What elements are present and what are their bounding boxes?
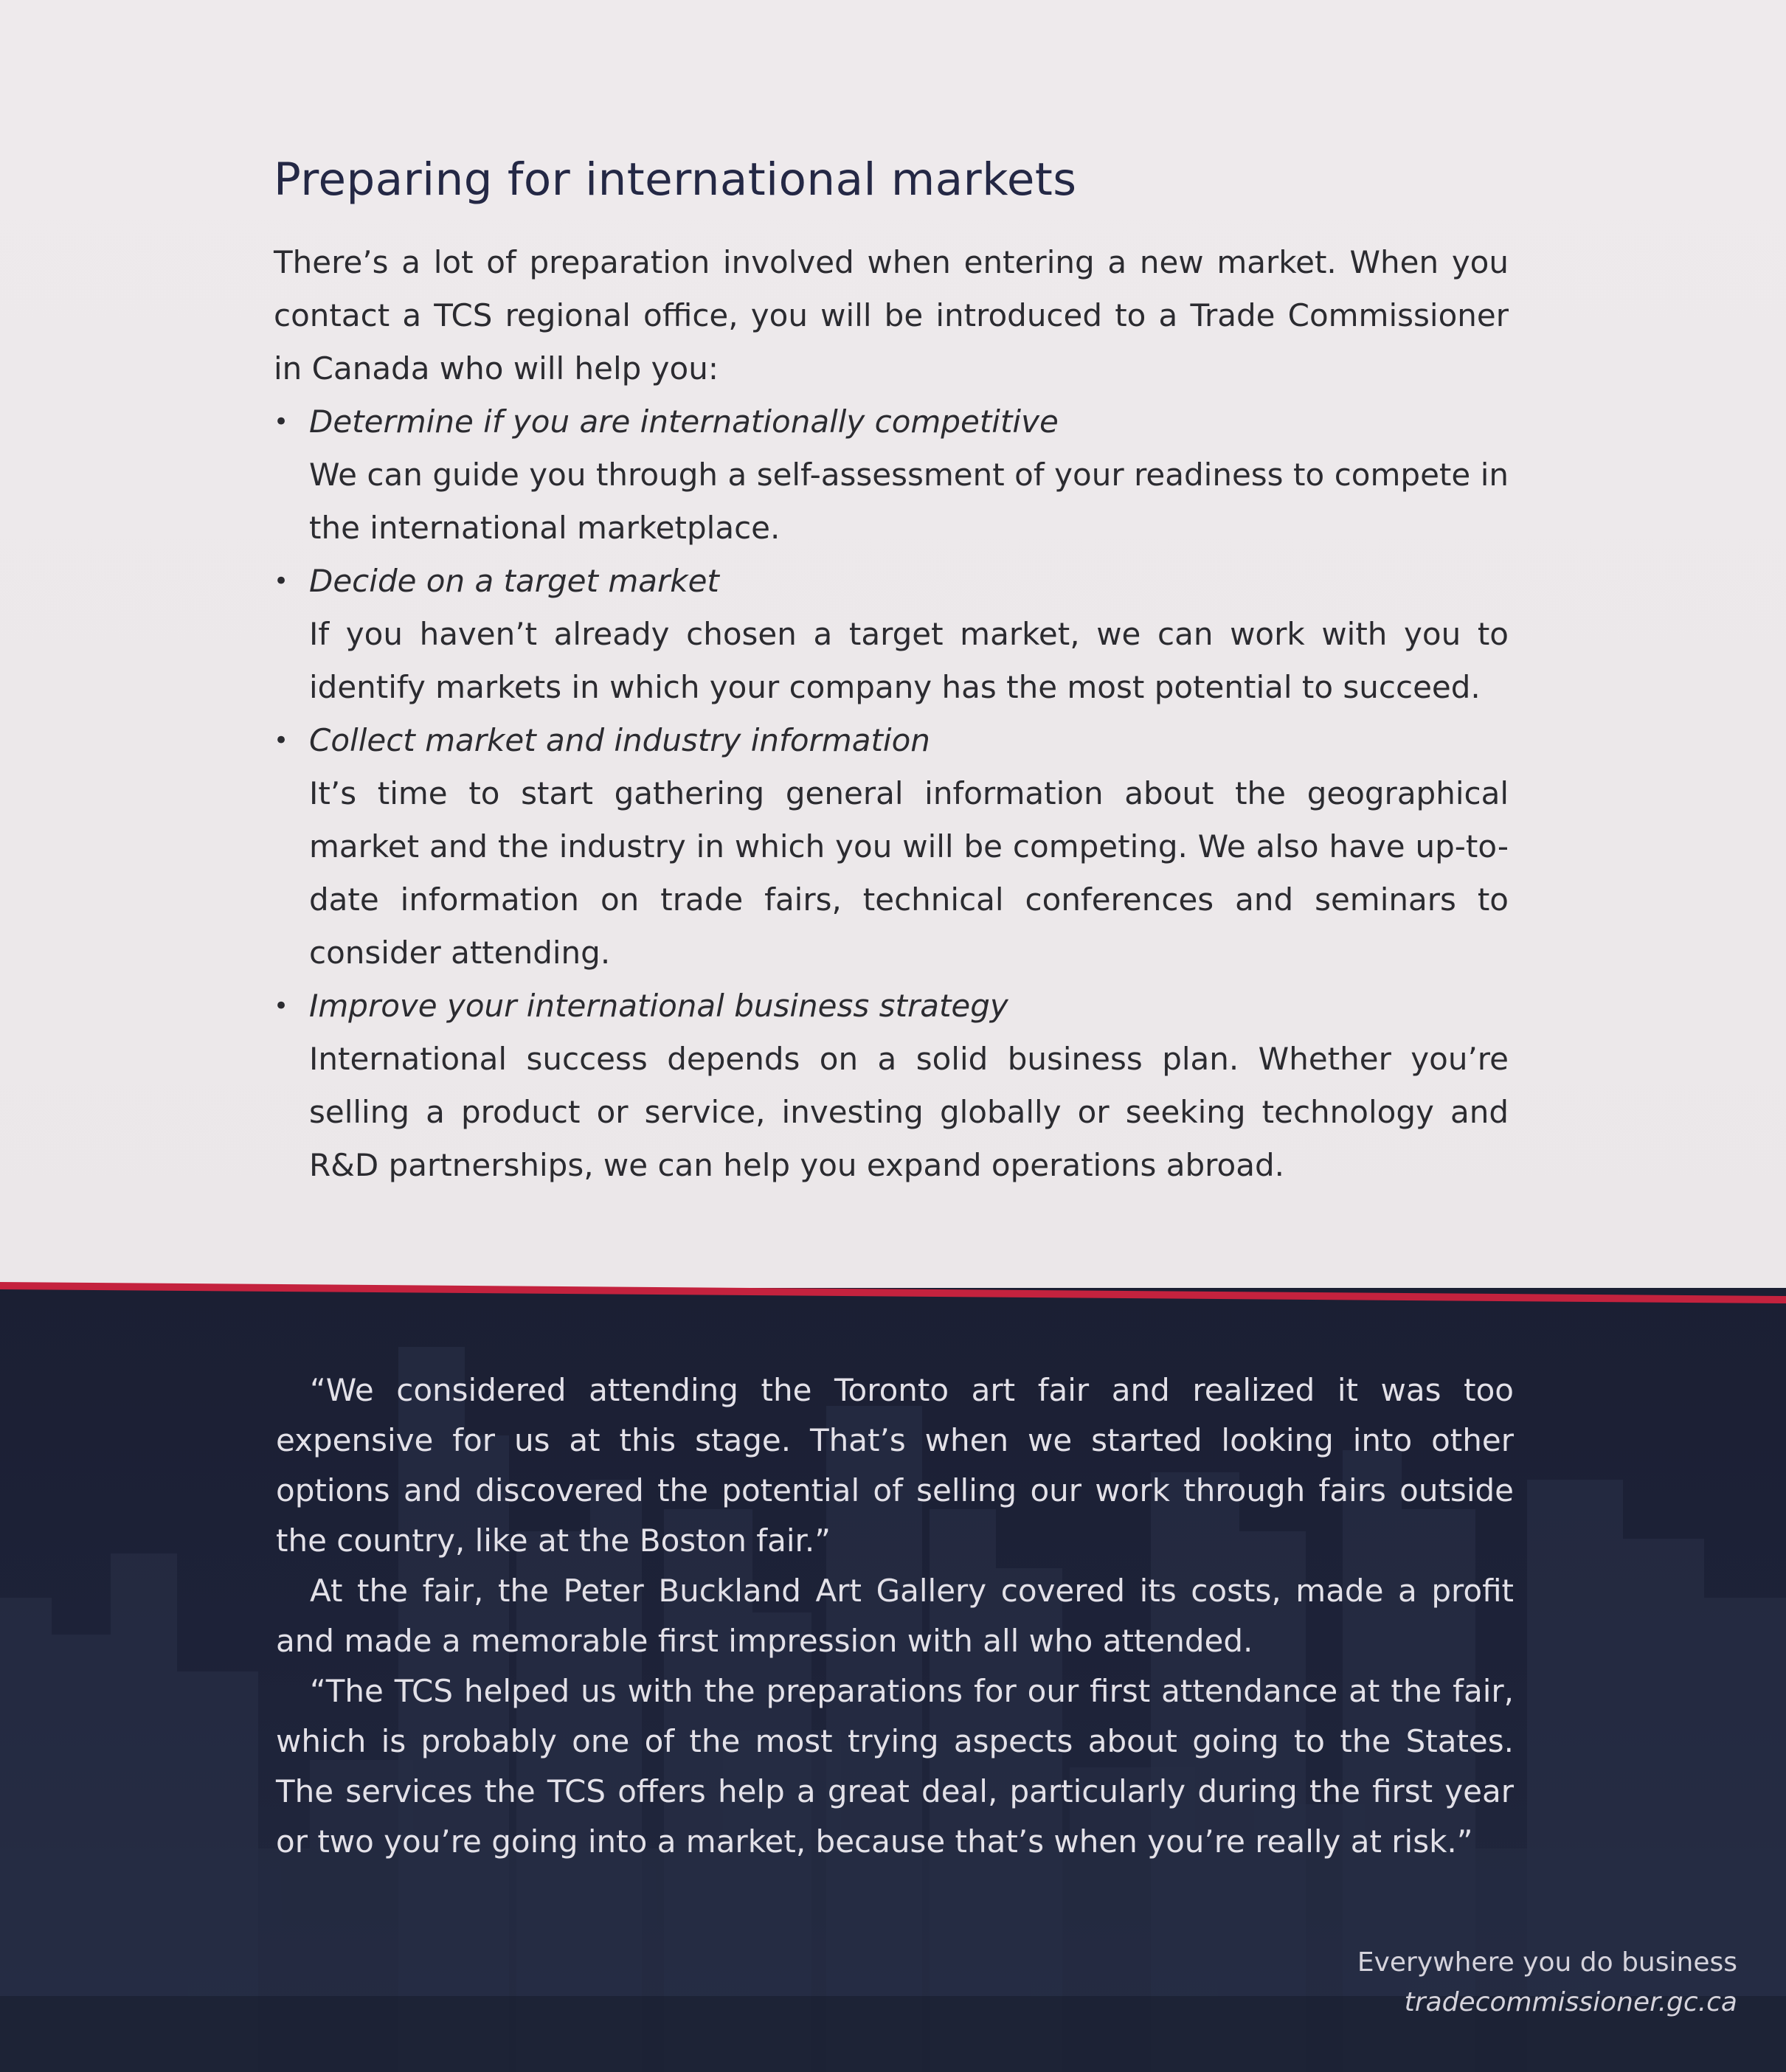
list-item-heading: Collect market and industry information xyxy=(309,722,930,758)
list-item xyxy=(274,980,1509,1192)
list-item xyxy=(274,395,1509,555)
bullet-icon: • xyxy=(274,407,289,437)
testimonial-quote xyxy=(276,1365,1514,1867)
list-item-description: It’s time to start gathering general information about the geographical market and the industry in which you will be competing. We also have up-to-date information on trade fairs, technical conferences and seminars to consider attending. xyxy=(309,775,1509,971)
list-item-description: International success depends on a solid business plan. Whether you’re selling a product or service, investing globally or seeking technology and R&D partnerships, we can help you expand operations abroad. xyxy=(309,1041,1509,1183)
list-item-description: We can guide you through a self-assessment of your readiness to compete in the international marketplace. xyxy=(309,457,1509,546)
list-item-heading: Decide on a target market xyxy=(309,563,719,599)
list-item-heading: Determine if you are internationally competitive xyxy=(309,403,1059,440)
bullet-icon: • xyxy=(274,991,289,1021)
list-item-description: If you haven’t already chosen a target market, we can work with you to identify markets in which your company has the most potential to succeed. xyxy=(309,616,1509,705)
service-list xyxy=(274,395,1509,1192)
footer-website-link[interactable]: tradecommissioner.gc.ca xyxy=(1404,1987,1737,2017)
testimonial-paragraph: At the fair, the Peter Buckland Art Gallery covered its costs, made a profit and made a memorable first impression with all who attended. xyxy=(276,1573,1514,1659)
testimonial-paragraph: “The TCS helped us with the preparations for our first attendance at the fair, which is probably one of the most trying aspects about going to the States. The services the TCS offers help a great deal, particularly during the first year or two you’re going into a market, because that’s when you’re really at risk.” xyxy=(276,1673,1514,1860)
intro-text: There’s a lot of preparation involved when entering a new market. When you contact a TCS regional office, you will be introduced to a Trade Commissioner in Canada who will help you: xyxy=(274,244,1509,387)
intro-paragraph xyxy=(274,236,1509,395)
list-item xyxy=(274,555,1509,714)
page-title: Preparing for international markets xyxy=(274,153,1077,206)
footer-tagline: Everywhere you do business xyxy=(1357,1947,1737,1978)
bullet-icon: • xyxy=(274,726,289,755)
list-item xyxy=(274,714,1509,980)
bullet-icon: • xyxy=(274,566,289,596)
list-item-heading: Improve your international business strategy xyxy=(309,988,1008,1024)
testimonial-paragraph: “We considered attending the Toronto art fair and realized it was too expensive for us at this stage. That’s when we started looking into other options and discovered the potential of selling our work through fairs outside the country, like at the Boston fair.” xyxy=(276,1372,1514,1559)
